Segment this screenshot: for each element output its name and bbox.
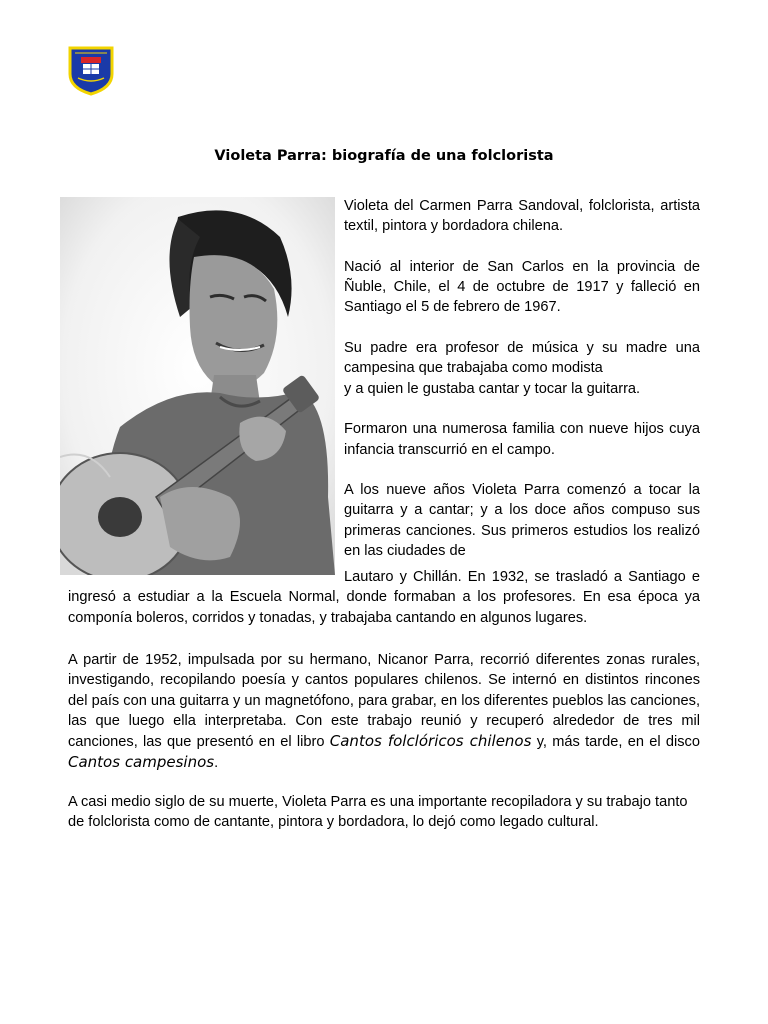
school-crest-icon bbox=[66, 44, 116, 96]
disc-title: Cantos campesinos bbox=[68, 753, 215, 772]
page-title: Violeta Parra: biografía de una folclorista bbox=[214, 148, 554, 164]
book-title: Cantos folclóricos chilenos bbox=[329, 732, 532, 751]
paragraph-intro: Violeta del Carmen Parra Sandoval, folclorista, artista textil, pintora y bordadora chilena. bbox=[344, 198, 700, 235]
paragraph-parents: Su padre era profesor de música y su madre una campesina que trabajaba como modista bbox=[344, 340, 700, 377]
paragraph-1952 bbox=[68, 650, 700, 774]
text-1952-end: . bbox=[214, 755, 219, 772]
paragraph-birth: Nació al interior de San Carlos en la provincia de Ñuble, Chile, el 4 de octubre de 1917 y falleció en Santiago el 5 de febrero de 1967. bbox=[344, 258, 700, 316]
paragraph-family: Formaron una numerosa familia con nueve hijos cuya infancia transcurrió en el campo. bbox=[344, 421, 700, 458]
paragraph-santiago-block bbox=[68, 567, 700, 628]
intro-column bbox=[344, 196, 700, 561]
paragraph-parents-cont: y a quien le gustaba cantar y tocar la guitarra. bbox=[344, 380, 641, 397]
paragraph-santiago: Lautaro y Chillán. En 1932, se trasladó a Santiago e ingresó a estudiar a la Escuela Normal, donde formaban a los profesores. En esa época ya componía boleros, corridos y tonadas, y trabajaba cantando en algunos lugares. bbox=[68, 569, 700, 626]
paragraph-closing-block bbox=[68, 792, 700, 833]
text-1952-middle: y, más tarde, en el disco bbox=[536, 734, 700, 751]
text-1952-before: A partir de 1952, impulsada por su hermano, Nicanor Parra, recorrió diferentes zonas rurales, investigando, recopilando poesía y cantos populares chilenos. Se internó en distintos rincones del país con una guitarra y un magnetófono, para grabar, en los diferentes pueblos las canciones, las que luego ella interpretaba. Con este trabajo reunió y recuperó alrededor de tres mil canciones, las que presentó en el libro bbox=[68, 652, 700, 751]
violeta-parra-portrait bbox=[60, 197, 335, 575]
paragraph-closing: A casi medio siglo de su muerte, Violeta Parra es una importante recopiladora y su trabajo tanto de folclorista como de cantante, pintora y bordadora, lo dejó como legado cultural. bbox=[68, 794, 688, 831]
paragraph-1952-block bbox=[68, 650, 700, 774]
paragraph-childhood: A los nueve años Violeta Parra comenzó a tocar la guitarra y a cantar; y a los doce años compuso sus primeras canciones. Sus primeros estudios los realizó en las ciudades de bbox=[344, 482, 700, 560]
